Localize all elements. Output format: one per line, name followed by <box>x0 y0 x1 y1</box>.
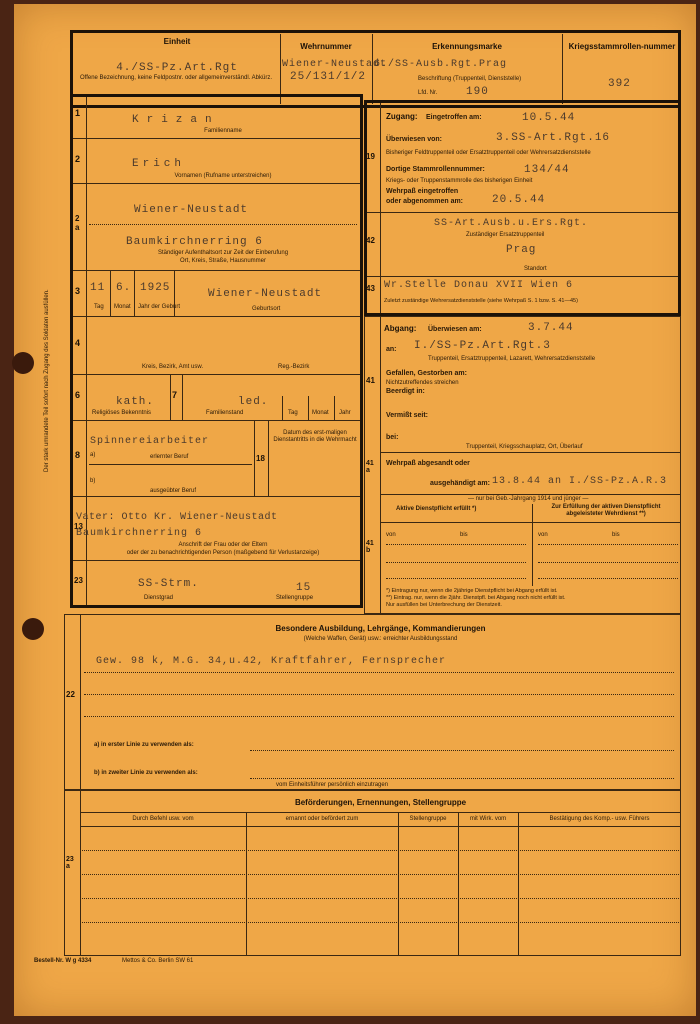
einheit-sub: Offene Bezeichnung, keine Feldpostnr. oder allgemeinverständl. Abkürz. <box>79 75 272 81</box>
bis-2: bis <box>612 532 620 538</box>
stellengruppe-value: 15 <box>296 582 312 594</box>
religion-value: kath. <box>116 396 155 408</box>
an-sub: Truppenteil, Ersatztruppenteil, Lazarett, Wehrersatzdienststelle <box>428 356 596 362</box>
ueberwiesen-am-value: 3.7.44 <box>528 322 574 334</box>
standort-value: Prag <box>506 244 537 256</box>
eingetroffen-label: Eingetroffen am: <box>426 114 482 121</box>
erkennungsmarke-label: Erkennungsmarke <box>432 42 502 51</box>
ausbildung-sub: (Welche Waffen, Gerät) usw.: erreichter Ausbildungsstand <box>303 636 458 642</box>
an-label: an: <box>386 346 397 353</box>
bis-1: bis <box>460 532 468 538</box>
beruf-b-marker: b) <box>90 478 96 484</box>
gefallen-label: Gefallen, Gestorben am: <box>386 370 467 377</box>
vermisst-label: Vermißt seit: <box>386 412 429 419</box>
wehrpass-eingetroffen-label: Wehrpaß eingetroffen <box>386 188 459 195</box>
erkennungsmarke-sub: Beschriftung (Truppenteil, Dienststelle) <box>418 76 522 82</box>
stellengruppe-label: Stellengruppe <box>276 595 314 601</box>
ausbildung-title: Besondere Ausbildung, Lehrgänge, Kommandierungen <box>275 624 486 633</box>
col-befehl: Durch Befehl usw. vom <box>132 816 194 822</box>
footnote-1: *) Eintragung nur, wenn die 2jährige Dienstpflicht bei Abgang erfüllt ist. <box>386 588 558 594</box>
footnote-3: Nur ausfüllen bei Unterbrechung der Dienstzeit. <box>386 602 502 608</box>
erkennungsmarke-value: 6./SS-Ausb.Rgt.Prag <box>374 59 508 70</box>
kriegsstamm-value: 392 <box>608 78 631 90</box>
kreis-label: Kreis, Bezirk, Amt usw. <box>142 364 204 370</box>
row-13-number: 13 <box>74 522 83 531</box>
jahr-geburt-label: Jahr der Geburt <box>138 304 181 310</box>
personnel-form-page <box>14 4 696 1016</box>
wehrnummer-value-1: Wiener-Neustadt <box>282 59 388 70</box>
col-wirkung: mit Wirk. vom <box>469 816 507 822</box>
col-stellengruppe: Stellengruppe <box>409 816 447 822</box>
dortige-sub: Kriegs- oder Truppenstammrolle des bisherigen Einheit <box>386 178 533 184</box>
row-22-number: 22 <box>66 690 75 699</box>
punch-hole-bottom <box>22 618 44 640</box>
lfd-nr-value: 190 <box>466 86 489 98</box>
beruf-label: erlernter Beruf <box>150 454 189 460</box>
geburtsort-label: Geburtsort <box>252 306 281 312</box>
einheit-value: 4./SS-Pz.Art.Rgt <box>116 62 238 74</box>
zur-erfuellung-label: Zur Erfüllung der aktiven Dienstpflicht abgeleisteter Wehrdienst **) <box>551 504 661 517</box>
dortige-label: Dortige Stammrollennummer: <box>386 166 485 173</box>
geburt-jahr-value: 1925 <box>140 282 171 294</box>
anschrift-label: Anschrift der Frau oder der Eltern <box>178 542 268 548</box>
zugang-label: Zugang: <box>386 112 418 121</box>
befoerderungen-block <box>64 790 681 956</box>
ersatz-value: SS-Art.Ausb.u.Ers.Rgt. <box>434 218 589 229</box>
row-2a-number: 2 a <box>75 214 80 232</box>
row-42-number: 42 <box>366 236 375 245</box>
lfd-nr-label: Lfd. Nr. <box>418 90 438 96</box>
row-4-number: 4 <box>75 338 81 348</box>
row-2-number: 2 <box>75 154 81 164</box>
eingetroffen-value: 10.5.44 <box>522 112 576 124</box>
kriegsstamm-label: Kriegsstammrollen-nummer <box>568 42 676 51</box>
aufenthalt-label-2: Ort, Kreis, Straße, Hausnummer <box>179 258 267 264</box>
side-instruction: Der stark umrandete Teil sofort nach Zugang des Soldaten ausfüllen. <box>44 289 50 472</box>
ueberwiesen-am-label: Überwiesen am: <box>428 326 482 333</box>
wehrnummer-label: Wehrnummer <box>300 42 352 51</box>
ausbildung-value: Gew. 98 k, M.G. 34,u.42, Kraftfahrer, Fernsprecher <box>96 656 447 667</box>
bei-sub: Truppenteil, Kriegsschauplatz, Ort, Überlauf <box>466 444 583 450</box>
von-2: von <box>538 532 548 538</box>
row-1-number: 1 <box>75 108 81 118</box>
dienstgrad-label: Dienstgrad <box>144 595 174 601</box>
zweite-linie-label: b) in zweiter Linie zu verwenden als: <box>94 770 198 776</box>
row-7-number: 7 <box>172 390 178 400</box>
aufenthalt-label: Ständiger Aufenthaltsort zur Zeit der Einberufung <box>157 250 289 256</box>
wehrpass-abgesandt-label: Wehrpaß abgesandt oder <box>386 460 470 467</box>
verlag: Mettos & Co. Berlin SW 61 <box>122 958 194 964</box>
wehrpass-abgenommen-label: oder abgenommen am: <box>386 198 464 205</box>
beruf-a-marker: a) <box>90 452 96 458</box>
ueberwiesen-von-value: 3.SS-Art.Rgt.16 <box>496 132 611 144</box>
ersatz-label: Zuständiger Ersatztruppenteil <box>466 232 545 238</box>
abgang-label: Abgang: <box>384 324 417 333</box>
row-3-number: 3 <box>75 286 81 296</box>
geburt-tag-value: 11 <box>90 282 106 294</box>
dortige-value: 134/44 <box>524 164 570 176</box>
footnote-2: **) Eintrag. nur, wenn die 2jähr. Dienstpfl. bei Abgang noch nicht erfüllt ist. <box>386 595 566 601</box>
aufenthalt-ort-value: Wiener-Neustadt <box>134 204 249 216</box>
von-1: von <box>386 532 396 538</box>
einheitsfuehrer-note: vom Einheitsführer persönlich einzutragen <box>276 782 389 788</box>
familienname-value: Krizan <box>132 114 220 126</box>
erste-linie-label: a) in erster Linie zu verwenden als: <box>94 742 194 748</box>
tmj-jahr: Jahr <box>339 410 351 416</box>
aktive-label: Aktive Dienstpflicht erfüllt *) <box>396 506 477 512</box>
vater-value: Vater: Otto Kr. Wiener-Neustadt <box>76 512 278 523</box>
vorname-label: Vornamen (Rufname unterstreichen) <box>174 173 272 179</box>
col-ernannt: ernannt oder befördert zum <box>285 816 359 822</box>
bei-label: bei: <box>386 434 399 441</box>
wehrersatz-value: Wr.Stelle Donau XVII Wien 6 <box>384 280 574 291</box>
beerdigt-label: Beerdigt in: <box>386 388 425 395</box>
row-8-number: 8 <box>75 450 81 460</box>
beruf-value: Spinnereiarbeiter <box>90 436 210 447</box>
row-41a-number: 41 a <box>366 460 374 474</box>
nicht-label: Nichtzutreffendes streichen <box>386 380 459 386</box>
bestell-nr: Bestell-Nr. W g 4334 <box>34 958 92 964</box>
ueberwiesen-von-label: Überwiesen von: <box>386 136 443 143</box>
col-bestaetigung: Bestätigung des Komp.- usw. Führers <box>549 816 650 822</box>
tmj-tag: Tag <box>288 410 298 416</box>
geburt-monat-value: 6. <box>116 282 132 294</box>
an-value: I./SS-Pz.Art.Rgt.3 <box>414 340 551 352</box>
vater-strasse-value: Baumkirchnerring 6 <box>76 528 203 539</box>
standort-label: Standort <box>524 266 547 272</box>
row-19-number: 19 <box>366 152 375 161</box>
familienstand-value: led. <box>238 396 269 408</box>
row-23a-number: 23 a <box>66 856 74 870</box>
vorname-value: Erich <box>132 158 186 170</box>
row-23-number: 23 <box>74 576 83 585</box>
jahrgang-note: — nur bei Geb.-Jahrgang 1914 und jünger — <box>468 496 589 502</box>
regbezirk-label: Reg.-Bezirk <box>278 364 310 370</box>
tmj-monat: Monat <box>312 410 329 416</box>
wehrpass-abgesandt-value: 13.8.44 an I./SS-Pz.A.R.3 <box>492 476 668 487</box>
ausgehaendigt-label: ausgehändigt am: <box>430 480 490 487</box>
befoerderungen-title: Beförderungen, Ernennungen, Stellengruppe <box>294 798 467 807</box>
beruf-b-label: ausgeübter Beruf <box>150 488 197 494</box>
row-6-number: 6 <box>75 390 81 400</box>
anschrift-label-2: oder der zu benachrichtigenden Person (maßgebend für Verlustanzeige) <box>126 550 320 556</box>
familienstand-label: Familienstand <box>206 410 244 416</box>
wehrnummer-value-2: 25/131/1/2 <box>290 71 367 83</box>
wehrersatz-label: Zuletzt zuständige Wehrersatzdienststelle (siehe Wehrpaß S. 1 bzw. S. 41—45) <box>384 298 578 304</box>
religion-label: Religiöses Bekenntnis <box>92 410 152 416</box>
familienname-label: Familienname <box>204 128 242 134</box>
einheit-label: Einheit <box>163 37 191 46</box>
datum-dienstantritt-label: Datum des erst-maligen Dienstantritts in die Wehrmacht <box>273 430 357 443</box>
row-41b-number: 41 b <box>366 540 374 554</box>
wehrpass-eingetroffen-value: 20.5.44 <box>492 194 546 206</box>
geburtsort-value: Wiener-Neustadt <box>208 288 323 300</box>
row-43-number: 43 <box>366 284 375 293</box>
aufenthalt-strasse-value: Baumkirchnerring 6 <box>126 236 263 248</box>
row-41-number: 41 <box>366 376 375 385</box>
monat-label: Monat <box>114 304 131 310</box>
punch-hole-top <box>12 352 34 374</box>
dienstgrad-value: SS-Strm. <box>138 578 199 590</box>
row-18-number: 18 <box>256 454 265 463</box>
bisheriger-label: Bisheriger Feldtruppenteil oder Ersatztruppenteil oder Wehrersatzdienststelle <box>386 150 591 156</box>
tag-label: Tag <box>94 304 104 310</box>
